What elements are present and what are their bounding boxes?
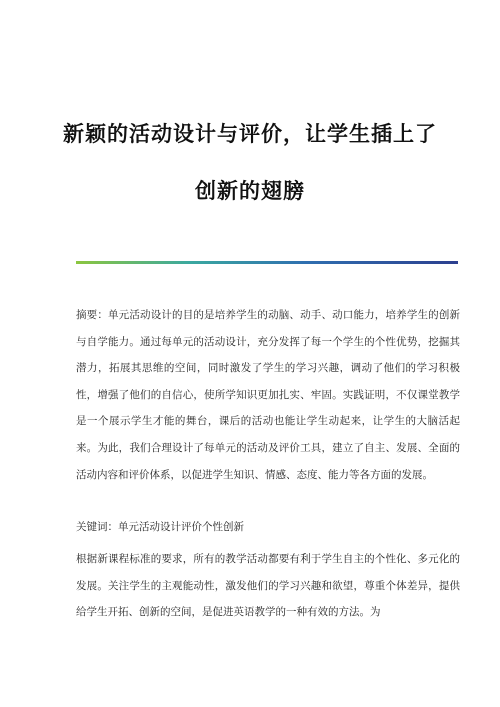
keywords-label: 关键词： <box>76 521 118 533</box>
body-paragraph: 根据新课程标准的要求，所有的教学活动都要有利于学生自主的个性化、多元化的发展。关注学生的主观能动性，激发他们的学习兴趣和欲望，尊重个体差异，提供给学生开拓、创新的空间，是促进英语教学的一种有效的方法。为 <box>76 553 460 619</box>
title-line-2: 创新的翅膀 <box>195 178 305 203</box>
keywords-line <box>76 514 460 541</box>
abstract-text: 单元活动设计的目的是培养学生的动脑、动手、动口能力，培养学生的创新与自学能力。通过每单元的活动设计，充分发挥了每一个学生的个性优势，挖掘其潜力，拓展其思维的空间，同时激发了学生的学习兴趣，调动了他们的学习积极性，增强了他们的自信心，使所学知识更加扎实、牢固。实践证明，不仅课堂教学是一个展示学生才能的舞台，课后的活动也能让学生动起来，让学生的大脑活起来。为此，我们合理设计了每单元的活动及评价工具，建立了自主、发展、全面的活动内容和评价体系，以促进学生知识、情感、态度、能力等各方面的发展。 <box>76 309 460 481</box>
abstract-paragraph <box>76 302 460 488</box>
keywords-text: 单元活动设计评价个性创新 <box>118 521 244 533</box>
abstract-label: 摘要： <box>76 309 109 321</box>
gradient-divider <box>76 261 458 264</box>
title-line-1: 新颖的活动设计与评价，让学生插上了 <box>63 121 437 146</box>
